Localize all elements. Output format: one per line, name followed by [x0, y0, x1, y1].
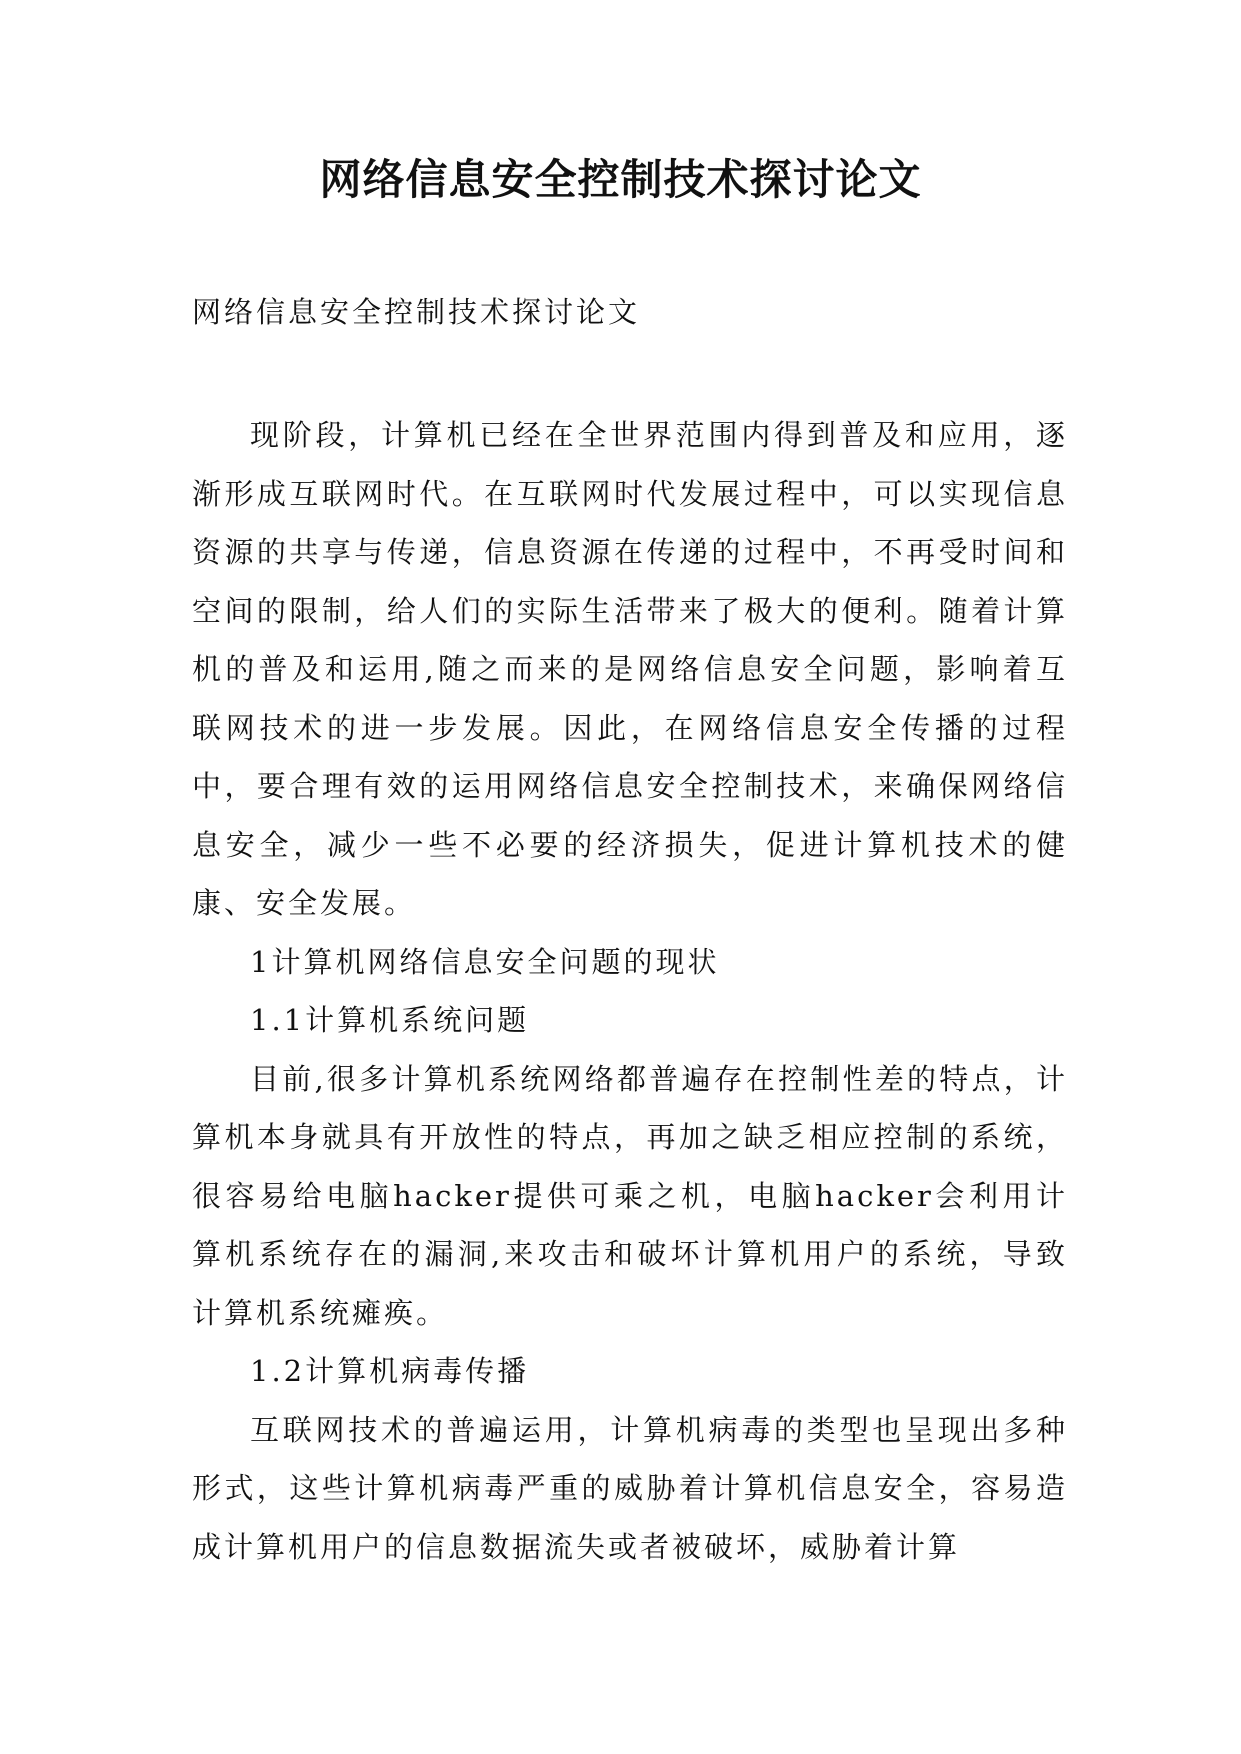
paragraph-virus-spread: 互联网技术的普遍运用，计算机病毒的类型也呈现出多种形式，这些计算机病毒严重的威胁着计算机信息安全，容易造成计算机用户的信息数据流失或者被破坏，威胁着计算 — [192, 1412, 1068, 1564]
paragraph-system-issues: 目前,很多计算机系统网络都普遍存在控制性差的特点，计算机本身就具有开放性的特点，再加之缺乏相应控制的系统，很容易给电脑hacker提供可乘之机，电脑hacker会利用计算机系统存在的漏洞,来攻击和破坏计算机用户的系统，导致计算机系统瘫痪。 — [192, 1061, 1068, 1330]
section-heading-1: 1计算机网络信息安全问题的现状 — [250, 944, 720, 979]
section-heading-1-2: 1.2计算机病毒传播 — [250, 1354, 530, 1388]
document-body — [192, 406, 1068, 1576]
document-subtitle: 网络信息安全控制技术探讨论文 — [192, 295, 641, 329]
section-heading-1-1: 1.1计算机系统问题 — [250, 1003, 530, 1037]
paragraph-intro: 现阶段，计算机已经在全世界范围内得到普及和应用，逐渐形成互联网时代。在互联网时代发展过程中，可以实现信息资源的共享与传递，信息资源在传递的过程中，不再受时间和空间的限制，给人们的实际生活带来了极大的便利。随着计算机的普及和运用,随之而来的是网络信息安全问题，影响着互联网技术的进一步发展。因此，在网络信息安全传播的过程中，要合理有效的运用网络信息安全控制技术，来确保网络信息安全，减少一些不必要的经济损失，促进计算机技术的健康、安全发展。 — [192, 418, 1068, 920]
document-title: 网络信息安全控制技术探讨论文 — [319, 155, 922, 204]
